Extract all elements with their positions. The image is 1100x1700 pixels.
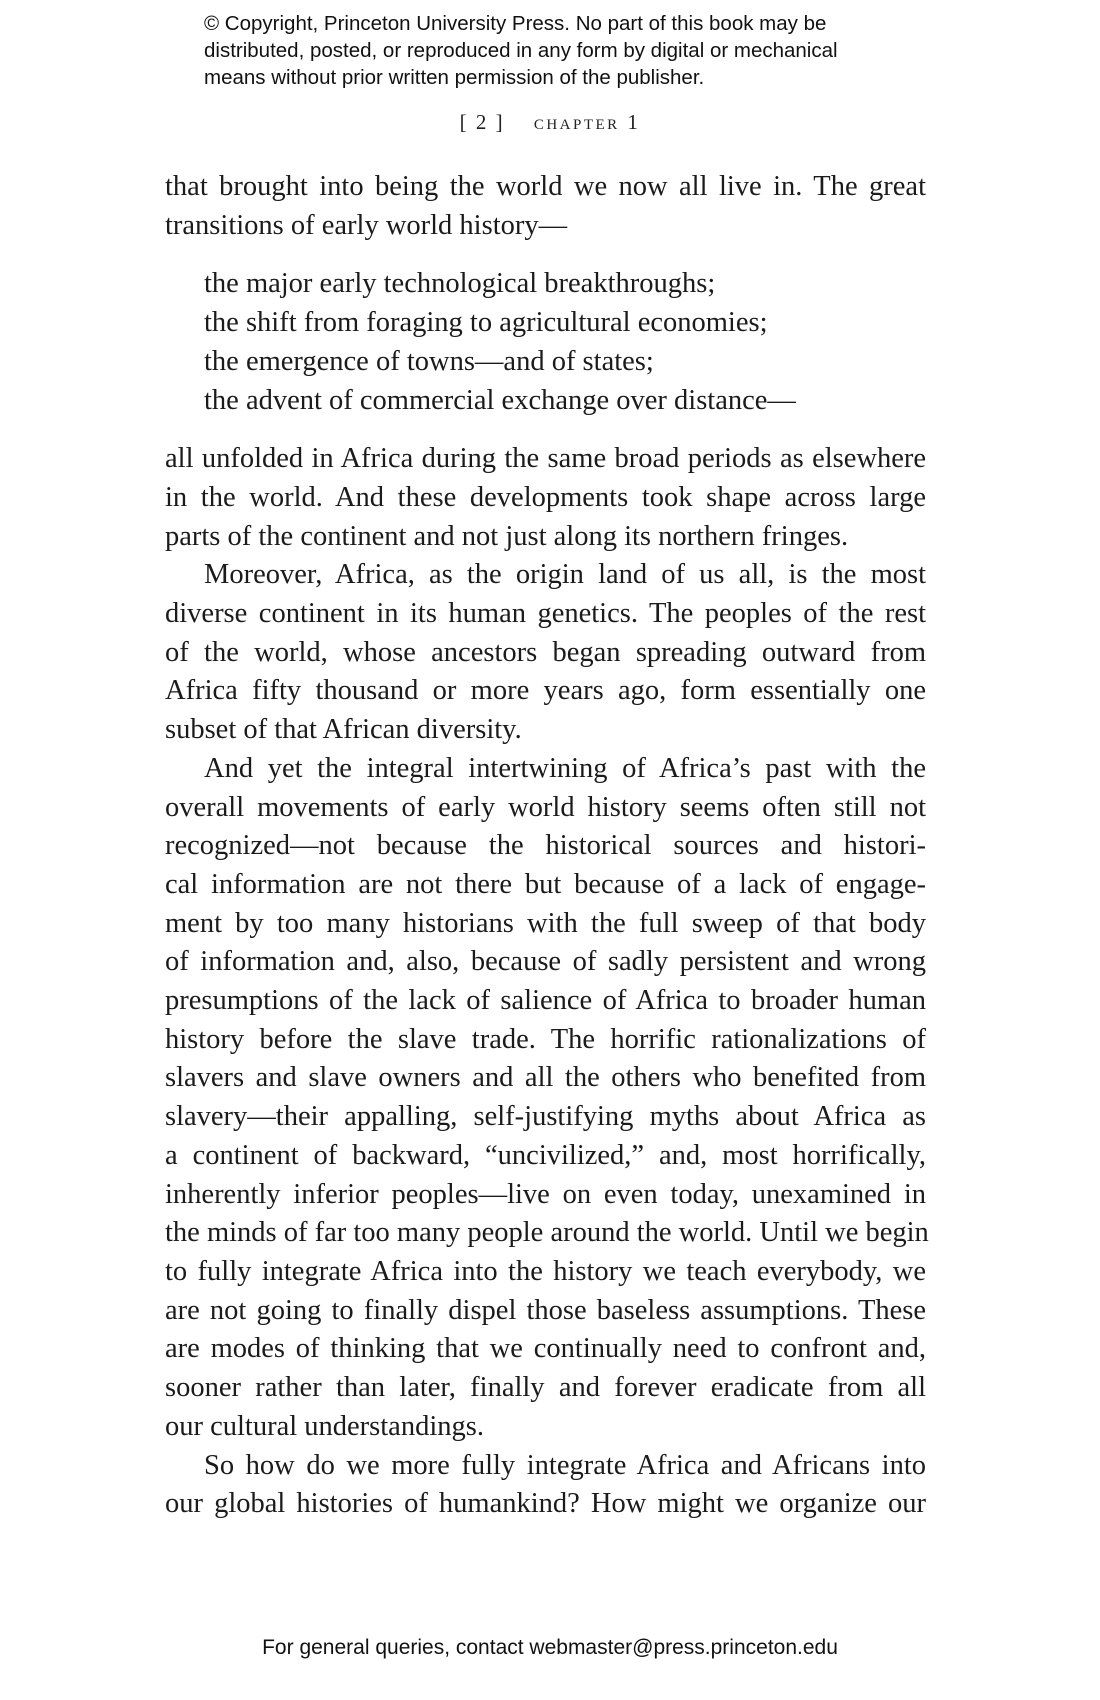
- text-line: our global histories of humankind? How might we organize our: [165, 1488, 926, 1520]
- text-line: cal information are not there but because of a lack of engage-: [165, 868, 926, 900]
- text-line: history before the slave trade. The horrific rationalizations of: [165, 1023, 926, 1055]
- text-line: And yet the integral intertwining of Africa’s past with the: [204, 752, 926, 784]
- text-line: parts of the continent and not just along its northern fringes.: [165, 520, 849, 552]
- text-line: in the world. And these developments took shape across large: [165, 481, 926, 513]
- text-line: of the world, whose ancestors began spreading outward from: [165, 636, 926, 668]
- text-line: presumptions of the lack of salience of Africa to broader human: [165, 985, 926, 1017]
- footer-contact: For general queries, contact webmaster@press.princeton.edu: [262, 1636, 838, 1659]
- body-text: [165, 168, 929, 1524]
- text-line: transitions of early world history—: [165, 209, 568, 241]
- text-line: subset of that African diversity.: [165, 714, 522, 746]
- text-line: the minds of far too many people around the world. Until we begin: [165, 1217, 929, 1249]
- copyright-line: means without prior written permission of the publisher.: [204, 66, 705, 89]
- chapter-label: chapter 1: [533, 110, 641, 134]
- text-line: slavers and slave owners and all the others who benefited from: [165, 1062, 926, 1094]
- text-line: overall movements of early world history seems often still not: [165, 791, 926, 823]
- list-item: the emergence of towns—and of states;: [204, 345, 654, 377]
- text-line: sooner rather than later, finally and forever eradicate from all: [165, 1372, 926, 1404]
- copyright-line: distributed, posted, or reproduced in any form by digital or mechanical: [204, 39, 838, 62]
- text-line: ment by too many historians with the full sweep of that body: [165, 907, 926, 939]
- text-line: that brought into being the world we now all live in. The great: [165, 171, 926, 202]
- paragraph-integration: [165, 1447, 926, 1524]
- copyright-line: © Copyright, Princeton University Press. No part of this book may be: [204, 12, 827, 35]
- text-line: a continent of backward, “uncivilized,” and, most horrifically,: [165, 1139, 926, 1171]
- text-line: of information and, also, because of sadly persistent and wrong: [165, 946, 926, 978]
- page-number: [ 2 ]: [459, 110, 505, 134]
- text-line: diverse continent in its human genetics. The peoples of the rest: [165, 598, 926, 630]
- transitions-list: [204, 265, 926, 420]
- text-line: to fully integrate Africa into the history we teach everybody, we: [165, 1255, 926, 1287]
- paragraph-origin: [165, 556, 926, 750]
- text-line: are modes of thinking that we continually need to confront and,: [165, 1333, 926, 1365]
- running-head: [0, 110, 1100, 135]
- paragraph-intertwining: [165, 750, 929, 1447]
- text-line: are not going to finally dispel those baseless assumptions. These: [165, 1294, 926, 1326]
- text-line: Moreover, Africa, as the origin land of us all, is the most: [204, 559, 926, 591]
- copyright-notice: [204, 10, 964, 91]
- text-line: recognized—not because the historical sources and histori-: [165, 830, 926, 862]
- text-line: all unfolded in Africa during the same broad periods as elsewhere: [165, 443, 926, 475]
- text-line: our cultural understandings.: [165, 1410, 484, 1442]
- list-item: the major early technological breakthroughs;: [204, 268, 716, 300]
- list-item: the shift from foraging to agricultural economies;: [204, 307, 768, 339]
- text-line: slavery—their appalling, self-justifying myths about Africa as: [165, 1101, 926, 1133]
- continuation-paragraph: [165, 440, 926, 556]
- text-line: inherently inferior peoples—live on even today, unexamined in: [165, 1178, 926, 1210]
- intro-paragraph: [165, 168, 926, 245]
- list-item: the advent of commercial exchange over distance—: [204, 384, 796, 416]
- text-line: Africa fifty thousand or more years ago, form essentially one: [165, 675, 926, 707]
- text-line: So how do we more fully integrate Africa and Africans into: [204, 1449, 926, 1481]
